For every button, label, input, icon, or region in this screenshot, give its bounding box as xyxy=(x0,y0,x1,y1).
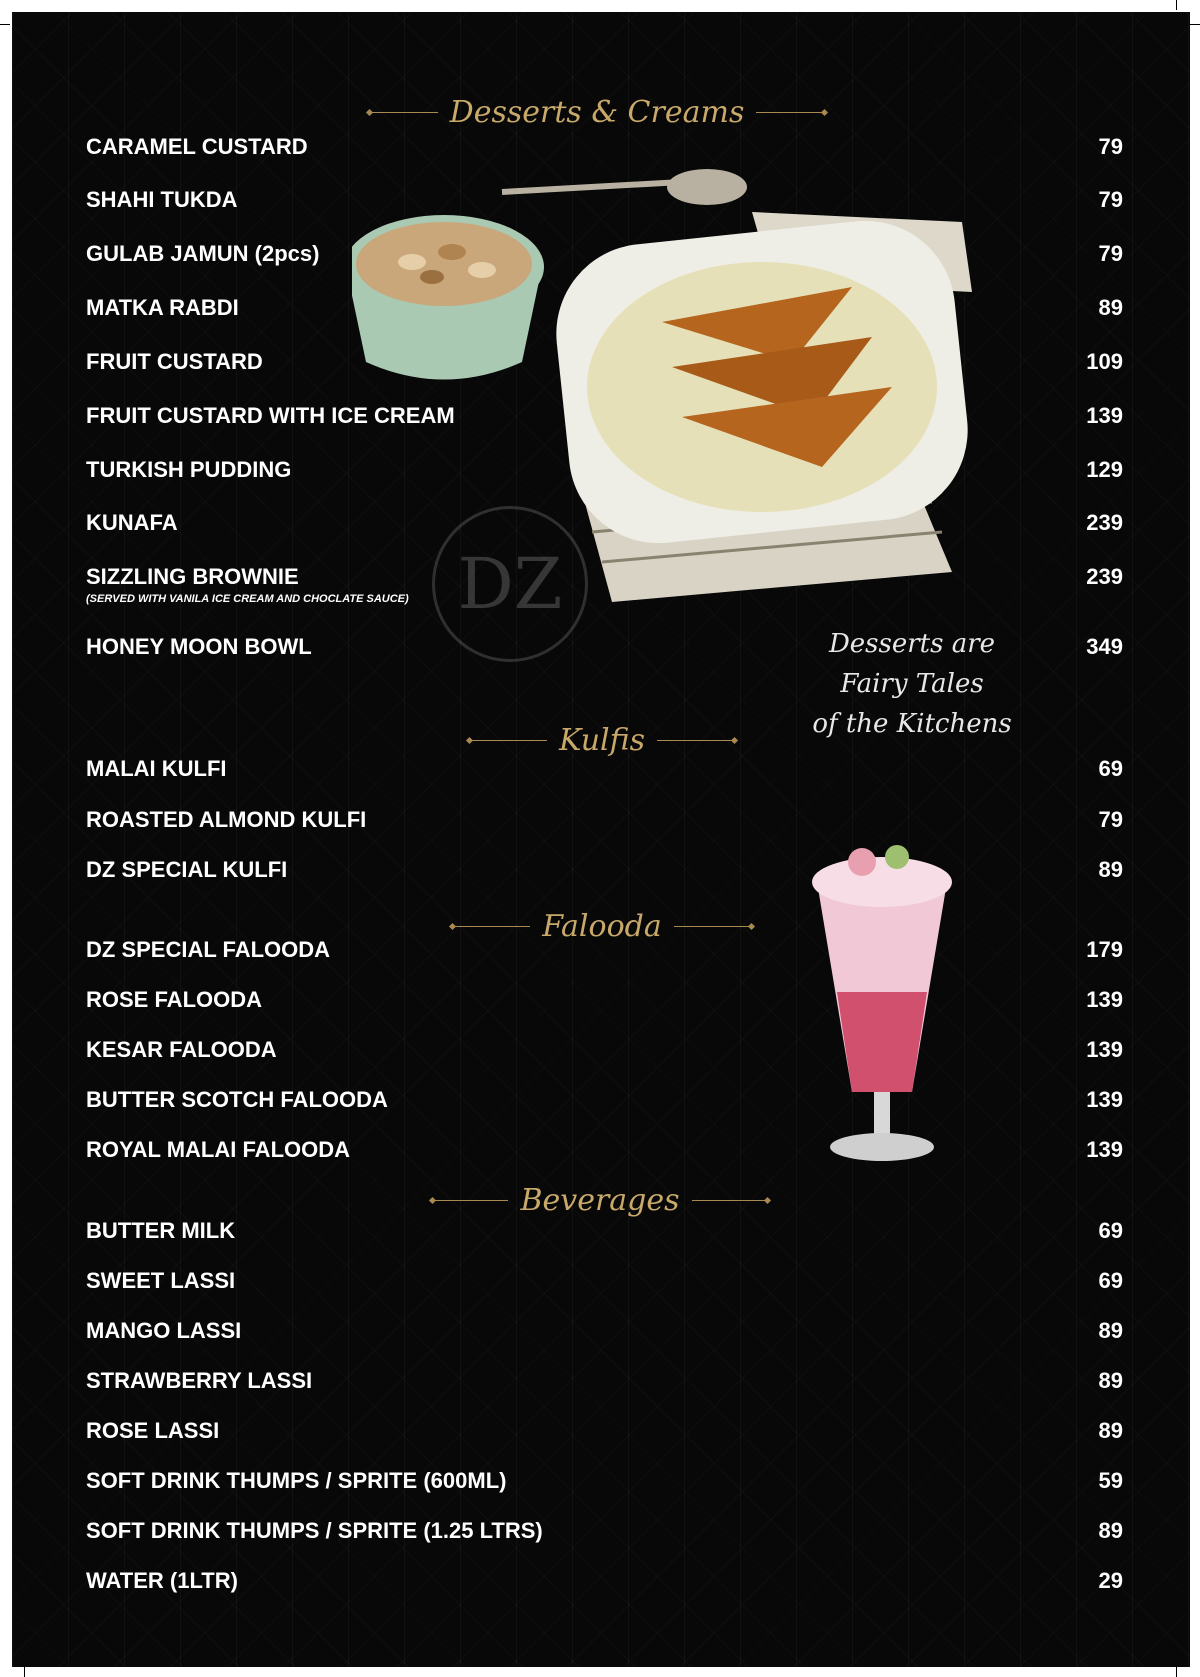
menu-item-note: (SERVED WITH VANILA ICE CREAM AND CHOCLATE SAUCE) xyxy=(86,593,409,605)
menu-item-name: SOFT DRINK THUMPS / SPRITE (600ML) xyxy=(86,1468,507,1493)
menu-item-name: KUNAFA xyxy=(86,510,178,535)
menu-item-price: 89 xyxy=(1098,1418,1123,1443)
menu-item-price: 129 xyxy=(1086,457,1123,482)
menu-item-name: SOFT DRINK THUMPS / SPRITE (1.25 LTRS) xyxy=(86,1518,543,1543)
menu-item-name: MALAI KULFI xyxy=(86,756,227,781)
menu-item-name: BUTTER SCOTCH FALOODA xyxy=(86,1087,388,1112)
menu-item-name: ROSE LASSI xyxy=(86,1418,220,1443)
crop-mark xyxy=(0,24,10,25)
section-heading-kulfis xyxy=(462,720,742,760)
menu-item-price: 79 xyxy=(1098,807,1123,832)
section-heading-desserts xyxy=(367,92,827,132)
menu-item-name: CARAMEL CUSTARD xyxy=(86,134,308,159)
crop-mark xyxy=(1176,0,1177,10)
menu-item-price: 69 xyxy=(1098,1268,1123,1293)
menu-item-price: 139 xyxy=(1086,1037,1123,1062)
menu-item-price: 179 xyxy=(1086,937,1123,962)
menu-item-price: 139 xyxy=(1086,1087,1123,1112)
menu-item-name: HONEY MOON BOWL xyxy=(86,634,312,659)
menu-item-price: 139 xyxy=(1086,1137,1123,1162)
menu-item-name: FRUIT CUSTARD xyxy=(86,349,263,374)
menu-item-price: 29 xyxy=(1098,1568,1123,1593)
falooda-glass-photo xyxy=(802,842,962,1182)
menu-item-name: WATER (1LTR) xyxy=(86,1568,238,1593)
quote-line: Desserts are xyxy=(828,629,996,659)
menu-item-name: ROYAL MALAI FALOODA xyxy=(86,1137,351,1162)
menu-item-price: 89 xyxy=(1098,1368,1123,1393)
menu-item-name: MATKA RABDI xyxy=(86,295,239,320)
menu-item-price: 69 xyxy=(1098,1218,1123,1243)
heading-text: Desserts & Creams xyxy=(449,94,745,130)
quote-line: Fairy Tales xyxy=(840,669,984,699)
menu-item-name: SWEET LASSI xyxy=(86,1268,236,1293)
shahi-tukda-photo xyxy=(352,152,1072,612)
menu-item-name: STRAWBERRY LASSI xyxy=(86,1368,313,1393)
crop-mark xyxy=(1190,24,1200,25)
menu-item-price: 89 xyxy=(1098,295,1123,320)
menu-item-price: 239 xyxy=(1086,564,1123,589)
heading-text: Falooda xyxy=(542,908,662,944)
heading-text: Beverages xyxy=(520,1182,680,1218)
menu-item-price: 89 xyxy=(1098,857,1123,882)
menu-item-price: 79 xyxy=(1098,134,1123,159)
menu-item-name: KESAR FALOODA xyxy=(86,1037,277,1062)
menu-item-price: 239 xyxy=(1086,510,1123,535)
heading-text: Kulfis xyxy=(558,722,646,758)
menu-item-price: 79 xyxy=(1098,241,1123,266)
crop-mark xyxy=(1176,1667,1177,1677)
menu-item-price: 69 xyxy=(1098,756,1123,781)
section-heading-beverages xyxy=(430,1180,770,1220)
menu-item-name: ROASTED ALMOND KULFI xyxy=(86,807,367,832)
logo-text: DZ xyxy=(457,543,563,625)
menu-item-name: DZ SPECIAL FALOODA xyxy=(86,937,331,962)
menu-item-name: GULAB JAMUN (2pcs) xyxy=(86,241,320,266)
menu-item-name: MANGO LASSI xyxy=(86,1318,242,1343)
menu-item-name: TURKISH PUDDING xyxy=(86,457,292,482)
menu-item-name: FRUIT CUSTARD WITH ICE CREAM xyxy=(86,403,455,428)
menu-item-price: 109 xyxy=(1086,349,1123,374)
menu-item-price: 79 xyxy=(1098,187,1123,212)
menu-item-name: ROSE FALOODA xyxy=(86,987,263,1012)
menu-item-price: 89 xyxy=(1098,1518,1123,1543)
menu-item-price: 139 xyxy=(1086,987,1123,1012)
quote-line: of the Kitchens xyxy=(812,709,1012,739)
menu-item-price: 89 xyxy=(1098,1318,1123,1343)
menu-item-name: BUTTER MILK xyxy=(86,1218,236,1243)
crop-mark xyxy=(24,1667,25,1677)
menu-item-price: 139 xyxy=(1086,403,1123,428)
menu-item-name: SHAHI TUKDA xyxy=(86,187,238,212)
menu-item-price: 349 xyxy=(1086,634,1123,659)
menu-item-name: DZ SPECIAL KULFI xyxy=(86,857,288,882)
menu-item-name: SIZZLING BROWNIE xyxy=(86,564,299,589)
section-heading-falooda xyxy=(447,906,757,946)
tagline-quote xyxy=(812,624,1012,744)
menu-page xyxy=(12,12,1190,1667)
menu-item-price: 59 xyxy=(1098,1468,1123,1493)
